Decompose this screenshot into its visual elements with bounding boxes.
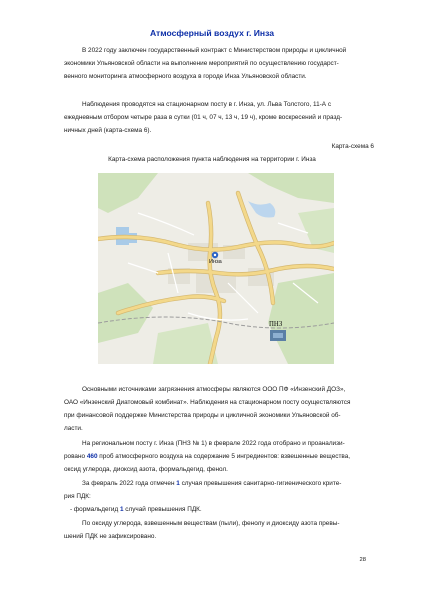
sources-paragraph	[64, 383, 374, 435]
sampling-paragraph	[64, 437, 374, 476]
exceed-line-1-post: случая превышения санитарно-гигиенического крите-	[179, 480, 342, 487]
city-pin-icon	[212, 252, 218, 258]
sources-line-4: ласти.	[64, 425, 83, 432]
intro-line-2: экономики Ульяновской области на выполнение мероприятий по осуществлению государст-	[64, 60, 339, 67]
sampling-line-2-pre: ровано	[64, 453, 87, 460]
observations-line-3: ничных дней (карта-схема 6).	[64, 127, 152, 134]
intro-paragraph	[64, 44, 374, 83]
sources-line-1: Основными источниками загрязнения атмосферы являются ООО ПФ «Инзенский ДОЗ»,	[82, 386, 346, 393]
exceed-item-pre: - формальдегид	[70, 506, 120, 513]
page-number: 28	[359, 557, 366, 563]
exceed-line-1-pre: За февраль 2022 года отмечен	[82, 480, 177, 487]
sampling-line-2-post: проб атмосферного воздуха на содержание 5 ингредиентов: взвешенные вещества,	[97, 453, 351, 460]
formaldehyde-count: 1	[119, 506, 124, 513]
sampling-line-1: На региональном посту г. Инза (ПНЗ № 1) в феврале 2022 года отобрано и проанализи-	[82, 440, 345, 447]
no-exceed-paragraph	[64, 517, 374, 543]
map-caption-label: Карта-схема 6	[331, 143, 374, 150]
exceed-paragraph	[64, 477, 374, 516]
city-map-svg	[98, 173, 334, 364]
city-map	[98, 173, 334, 364]
intro-line-3: венного мониторинга атмосферного воздуха в городе Инза Ульяновской области.	[64, 73, 307, 80]
sources-line-3: при финансовой поддержке Министерства природы и цикличной экономики Ульяновской об-	[64, 412, 341, 419]
city-label: Инза	[209, 259, 222, 265]
samples-count: 460	[86, 453, 98, 460]
no-exceed-line-1: По оксиду углерода, взвешенным веществам (пыли), фенолу и диоксиду азота превы-	[82, 520, 340, 527]
exceed-count: 1	[176, 480, 180, 487]
exceed-line-2: рия ПДК:	[64, 493, 91, 500]
observations-line-2: ежедневным отбором четыре раза в сутки (01 ч, 07 ч, 13 ч, 19 ч), кроме воскресений и празд-	[64, 114, 343, 121]
sources-line-2: ОАО «Инзенский Диатомовый комбинат». Наблюдения на стационарном посту осуществляются	[64, 399, 351, 406]
station-label: ПНЗ	[269, 321, 283, 328]
page-title: Атмосферный воздух г. Инза	[149, 28, 275, 38]
exceed-item-post: случай превышения ПДК.	[123, 506, 202, 513]
intro-line-1: В 2022 году заключен государственный контракт с Министерством природы и цикличной	[82, 47, 347, 54]
sampling-line-3: оксид углерода, диоксид азота, формальдегид, фенол.	[64, 466, 228, 473]
observations-line-1: Наблюдения проводятся на стационарном посту в г. Инза, ул. Льва Толстого, 11-А с	[82, 101, 332, 108]
observations-paragraph	[64, 98, 374, 137]
no-exceed-line-2: шений ПДК не зафиксировано.	[64, 533, 157, 540]
map-caption-title: Карта-схема расположения пункта наблюдения на территории г. Инза	[108, 156, 316, 163]
